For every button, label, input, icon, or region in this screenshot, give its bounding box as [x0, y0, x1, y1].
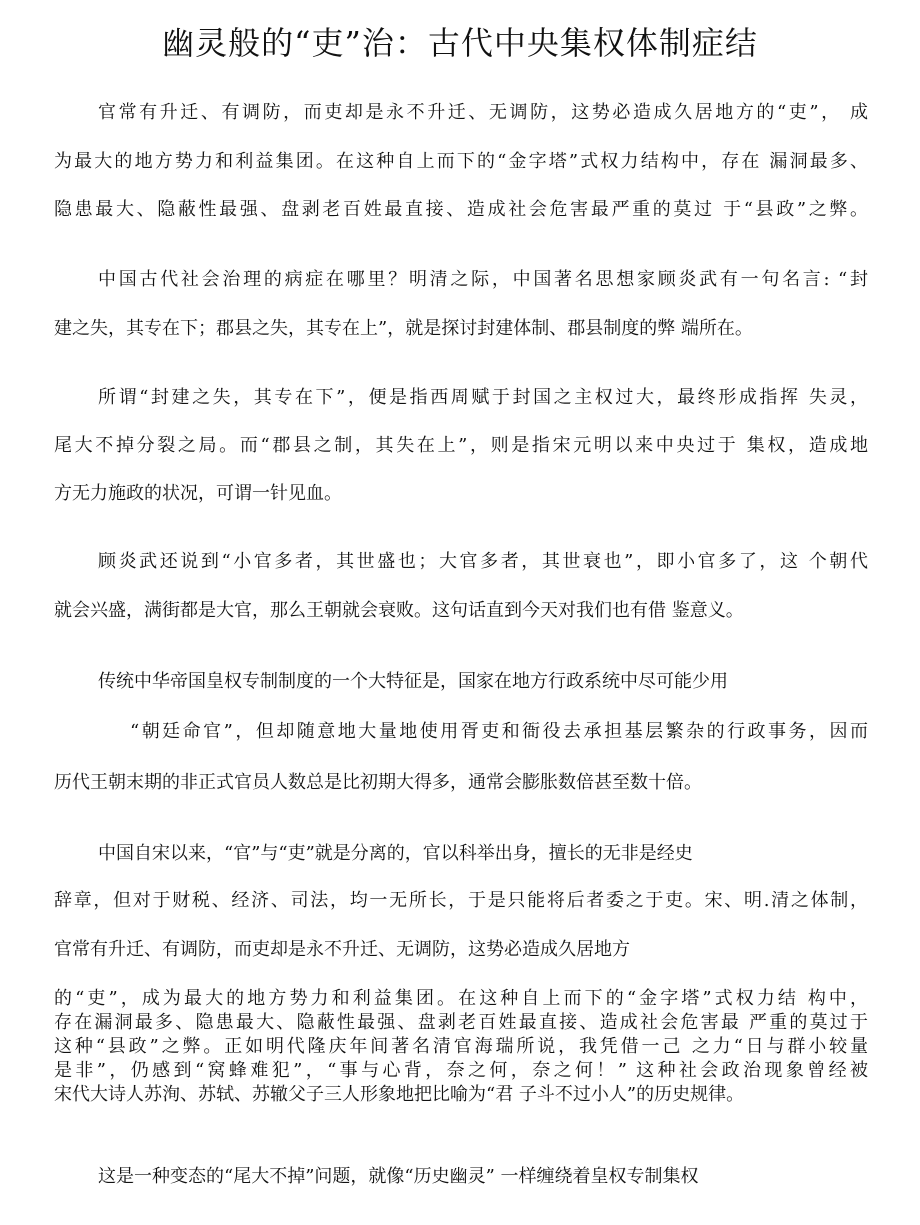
paragraph-line: 的“吏”，成为最大的地方势力和利益集团。在这种自上而下的“金字塔”式权力结 构中，: [54, 988, 868, 1009]
page-title: 幽灵般的“吏”治：古代中央集权体制症结: [162, 24, 758, 62]
paragraph-line: 官常有升迁、有调防，而吏却是永不升迁、无调防，这势必造成久居地方的“吏”， 成: [98, 102, 868, 123]
paragraph-line: 是非”，仍感到“窝蜂难犯”，“事与心背，奈之何，奈之何！” 这种社会政治现象曾经被: [54, 1060, 868, 1081]
paragraph-line: 建之失，其专在下；郡县之失，其专在上”，就是探讨封建体制、郡县制度的弊 端所在。: [54, 318, 753, 339]
paragraph-line: 为最大的地方势力和利益集团。在这种自上而下的“金字塔”式权力结构中，存在 漏洞最多、: [54, 151, 868, 172]
paragraph-line: 存在漏洞最多、隐患最大、隐蔽性最强、盘剥老百姓最直接、造成社会危害最 严重的莫过于: [54, 1012, 868, 1033]
paragraph-line: 历代王朝末期的非正式官员人数总是比初期大得多，通常会膨胀数倍甚至数十倍。: [54, 772, 702, 793]
paragraph-line: 传统中华帝国皇权专制制度的一个大特征是，国家在地方行政系统中尽可能少用: [98, 671, 728, 692]
paragraph-line: 这种“县政”之弊。正如明代隆庆年间著名清官海瑞所说，我凭借一己 之力“日与群小较量: [54, 1036, 868, 1057]
paragraph-line: 宋代大诗人苏洵、苏轼、苏辙父子三人形象地把比喻为“君 子斗不过小人”的历史规律。: [54, 1084, 745, 1105]
paragraph-line: 隐患最大、隐蔽性最强、盘剥老百姓最直接、造成社会危害最严重的莫过 于“县政”之弊。: [54, 199, 868, 220]
paragraph-line: 就会兴盛，满街都是大官，那么王朝就会衰败。这句话直到今天对我们也有借 鉴意义。: [54, 600, 744, 621]
paragraph-line: 顾炎武还说到“小官多者，其世盛也；大官多者，其世衰也”，即小官多了，这 个朝代: [98, 551, 868, 572]
paragraph-line: 中国自宋以来，“官”与“吏”就是分离的，官以科举出身，擅长的无非是经史: [98, 843, 693, 864]
dense-paragraph: [54, 987, 868, 1107]
paragraph-line: 这是一种变态的“尾大不掉”问题，就像“历史幽灵” 一样缠绕着皇权专制集权: [98, 1166, 699, 1187]
paragraph-line: 尾大不掉分裂之局。而“郡县之制，其失在上”，则是指宋元明以来中央过于 集权，造成地: [54, 435, 868, 456]
paragraph-line: 中国古代社会治理的病症在哪里？明清之际，中国著名思想家顾炎武有一句名言: “封: [98, 269, 868, 290]
paragraph-line: “朝廷命官”，但却随意地大量地使用胥吏和衙役去承担基层繁杂的行政事务，因而: [130, 721, 868, 742]
paragraph-line: 方无力施政的状况，可谓一针见血。: [54, 483, 342, 504]
paragraph-line: 所谓“封建之失，其专在下”，便是指西周赋于封国之主权过大，最终形成指挥 失灵，: [98, 387, 868, 408]
paragraph-line: 辞章，但对于财税、经济、司法，均一无所长，于是只能将后者委之于吏。宋、明.清之体制，: [54, 890, 868, 911]
paragraph-line: 官常有升迁、有调防，而吏却是永不升迁、无调防，这势必造成久居地方: [54, 939, 630, 960]
